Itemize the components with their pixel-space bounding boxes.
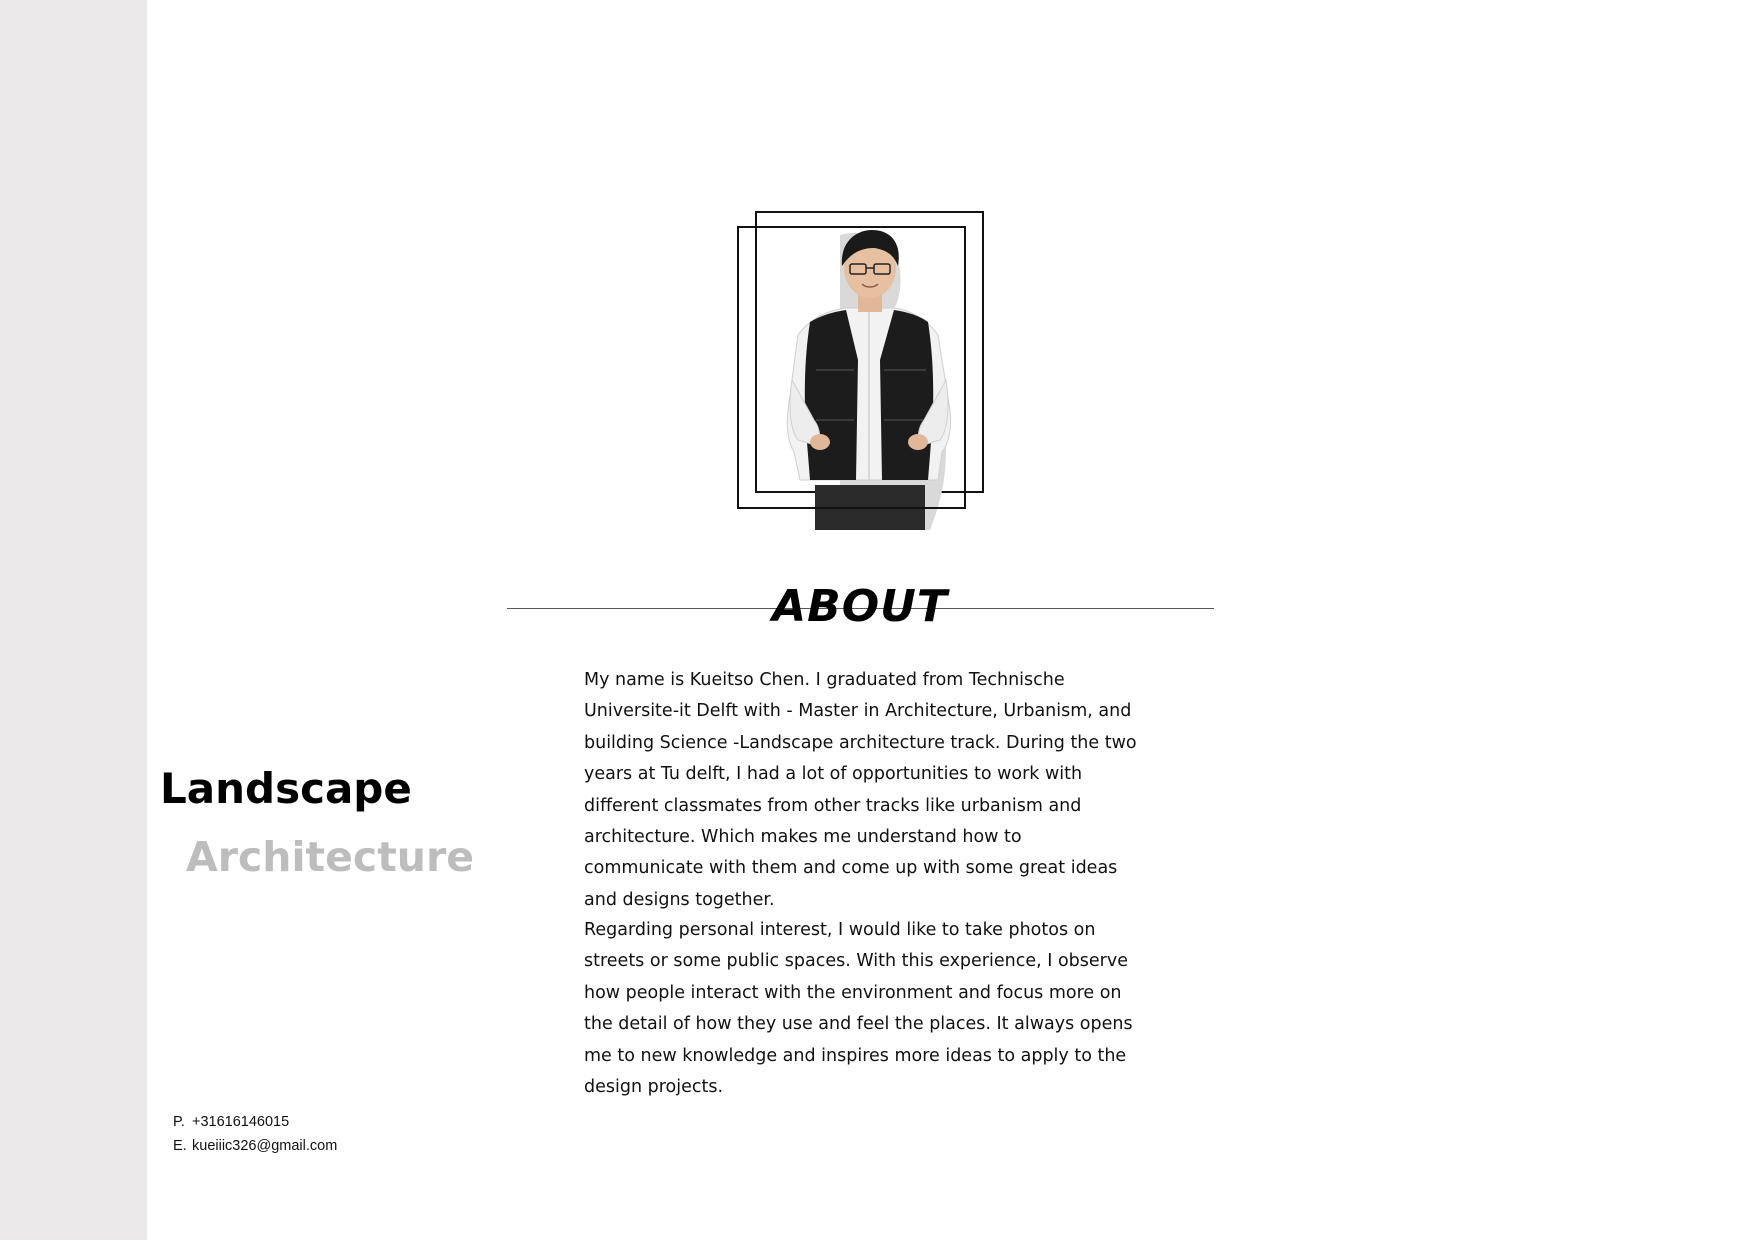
photo-frame-front (737, 226, 966, 509)
contact-email (173, 1137, 337, 1155)
side-strip (0, 0, 147, 1240)
about-divider (507, 608, 1214, 609)
about-heading-text: ABOUT (772, 581, 948, 632)
phone-prefix: P. (173, 1114, 185, 1130)
about-heading (0, 577, 1720, 637)
email-prefix: E. (173, 1138, 187, 1154)
side-title-landscape: Landscape (160, 764, 412, 813)
side-title-architecture: Architecture (186, 833, 475, 881)
contact-phone (173, 1113, 289, 1131)
email-address: kueiiic326@gmail.com (192, 1138, 338, 1154)
phone-number: +31616146015 (192, 1114, 290, 1130)
about-paragraph-2: Regarding personal interest, I would like to take photos on streets or some public spaces. With this experience, I observe how people interact with the environment and focus more on the detail of how they use and feel the places. It always opens me to new knowledge and inspires more ideas to apply to the design projects. (584, 920, 1133, 1098)
about-paragraph-1: My name is Kueitso Chen. I graduated from Technische Universite-it Delft with - Master in Architecture, Urbanism, and building Science -Landscape architecture track. During the two years at Tu delft, I had a lot of opportunities to work with different classmates from other tracks like urbanism and architecture. Which makes me understand how to communicate with them and come up with some great ideas and designs together. (584, 670, 1137, 910)
